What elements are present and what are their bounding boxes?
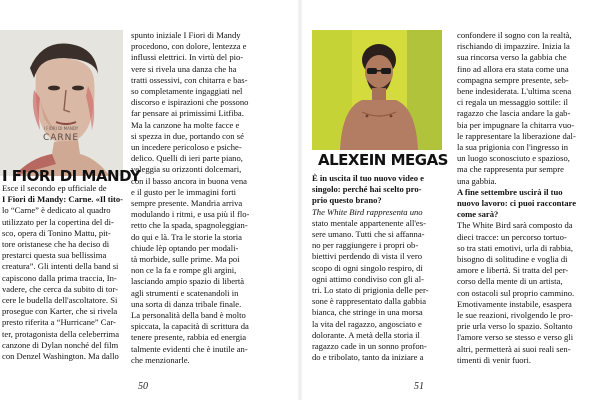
right-column-2: confondere il sogno con la realtà, rischiando di impazzire. Inizia la sua rincorsa verso la gabbia che fino ad allora era stata come una compagna sempre presente, seb- bene indesiderata. L'ultima scena ci regala un messaggio sottile: il ragazzo che lascia andare la gab- bia per impugnare la chitarra vuo- le rappresentare la liberazione dal- la sua prigionia con l'ingresso in un luogo sconosciuto e spazioso, ma che rappresenta pur sempre una gabbia. A fine settembre uscirà il tuo nuovo lavoro: ci puoi raccontare come sarà? The White Bird sarà composto da dieci tracce: un percorso tortuo- so tra stati emotivi, urla di rabbia, bisogno di solitudine e voglia di amore e libertà. Si tratta del per- corso della mente di un artista, con ostacoli sul proprio cammino. Emotivamente instabile, esaspera le sue reazioni, rivolgendo le pro- prie urla verso lo spazio. Soltanto l'amore verso se stesso e verso gli altri, permetterà ai suoi reali sen- timenti di venir fuori. — [457, 30, 577, 365]
page-number-left: 50 — [138, 381, 148, 392]
article-title-left: I FIORI DI MANDY — [2, 167, 141, 185]
artist-photo — [312, 30, 442, 150]
album-cover-image — [0, 30, 123, 176]
artist-portrait-illustration — [312, 30, 442, 150]
portrait-illustration — [0, 30, 123, 176]
page-number-right: 51 — [414, 381, 424, 392]
svg-text:I FIORI DI MANDY: I FIORI DI MANDY — [43, 126, 79, 131]
article-title-right: ALEXEIN MEGAS — [318, 151, 448, 169]
page-fold — [297, 0, 303, 400]
svg-text:CARNE: CARNE — [42, 133, 80, 143]
right-column-1: È in uscita il tuo nuovo video e singolo: perché hai scelto pro- prio questo brano? The White Bird rappresenta uno stato mentale appartenente all'es- sere umano. Tutti che si affanna- no per raggiungere i propri ob- biettivi perdendo di vista il vero scopo di ogni singolo respiro, di ogni attimo condiviso con gli al- tri. Lo stato di prigionia delle per- sone è rappresentato dalla gabbia bianca, che stringe in una morsa la vita del ragazzo, angosciato e dolorante. A metà della storia il ragazzo cade in un sonno profon- do e tribolato, tanto da iniziare a — [312, 173, 429, 363]
left-column-1: Esce il secondo ep ufficiale de I Fiori di Mandy: Carne. «Il tito- lo “Carne” è dedicato al quadro utilizzato per la copertina del di- sco, opera di Tonino Mattu, pit- tore oristanese che ha deciso di prestarci questa sua bellissima creatura”. Gli intenti della band si capiscono dalla prima traccia, In- vadere, che cerca da subito di tor- cere le budella dell'ascoltatore. Si prosegue con Karter, che si rivela presto riferita a “Hurricane” Car- ter, protagonista della celeberrima canzone di Dylan nonché del film con Denzel Washington. Ma dallo — [2, 183, 124, 362]
left-column-2: spunto iniziale I Fiori di Mandy procedono, con dolore, lentezza e influssi elettrici. In virtù del pio- vere si rivela una danza che ha tratti ossessivi, con chitarra e bas- so completamente ingaggiati nel discorso e ispirazioni che possono far pensare ai primissimi Litfiba. Ma la canzone ha molte facce e si spezza in due, portando con sé un incedere pericoloso e psiche- delico. Quelli di ieri parte piano, veleggia su orizzonti dolcemari, con il basso ancora in buona vena e il gusto per le immagini forti sempre presente. Mandria arriva modulando i ritmi, e usa più il flo- retto che la spada, spagnoleggian- do qui e là. Tra le storie la storia chiude lèp optando per modali- tà morbide, sulle prime. Ma poi non ce la fa e rompe gli argini, lasciando ampio spazio di libertà agli strumenti e scatenandoli in una sorta di danza tribale finale. La personalità della band è molto spiccata, la capacità di scrittura da tenere presente, rabbia ed energia talmente evidenti che è inutile an- che menzionarle. — [131, 30, 250, 365]
